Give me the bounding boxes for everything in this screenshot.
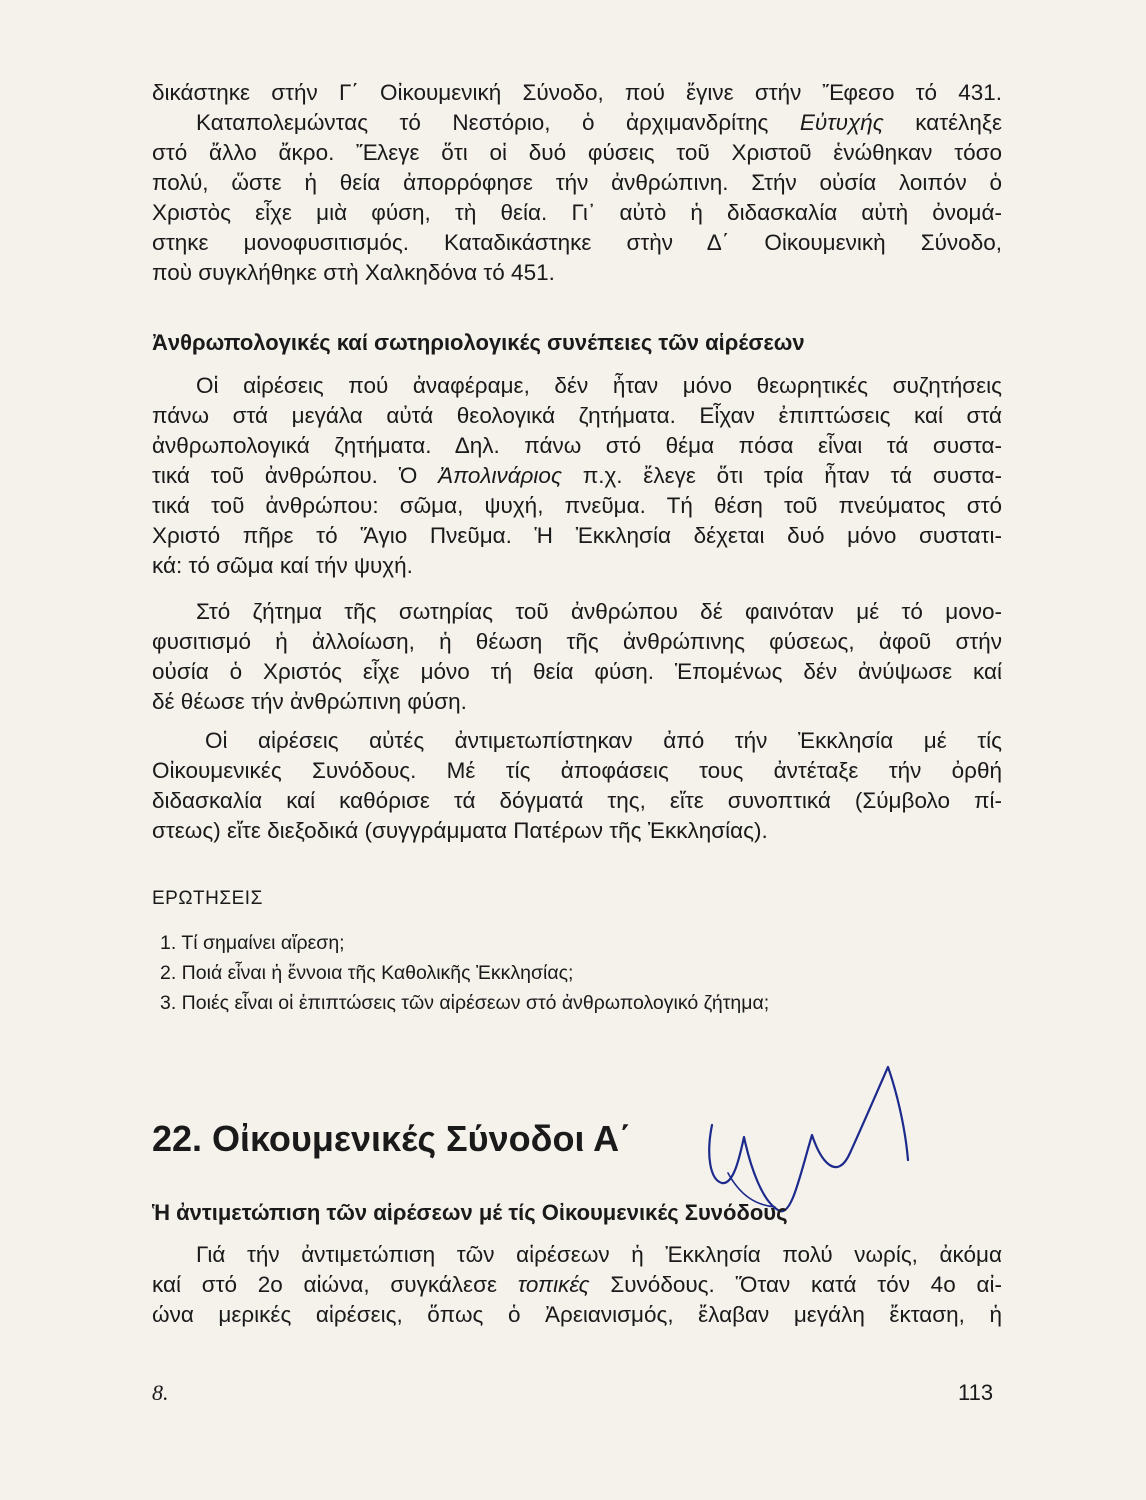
name-apollinarios: Ἀπολινάριος [438, 463, 562, 488]
section-heading-consequences: Ἀνθρωπολογικές καί σωτηριολογικές συνέπειες τῶν αἱρέσεων [152, 330, 805, 355]
para5-line2: καί στό 2ο αἰώνα, συγκάλεσε τοπικές Συνόδους. Ὅταν κατά τόν 4ο αἰ- [152, 1272, 1002, 1297]
para1-line1: δικάστηκε στήν Γ΄ Οἰκουμενική Σύνοδο, πού ἔγινε στήν Ἔφεσο τό 431. [152, 80, 1002, 105]
para1-line6: στηκε μονοφυσιτισμός. Καταδικάστηκε στὴν Δ΄ Οἰκουμενικὴ Σύνοδο, [152, 230, 1002, 255]
name-eutyches: Εὐτυχής [799, 110, 884, 135]
para4-line1: Οἱ αἱρέσεις αὐτές ἀντιμετωπίστηκαν ἀπό τήν Ἐκκλησία μέ τίς [205, 728, 1002, 753]
para2-line5: τικά τοῦ ἀνθρώπου: σῶμα, ψυχή, πνεῦμα. Τή θέση τοῦ πνεύματος στό [152, 493, 1002, 518]
question-1: 1. Τί σημαίνει αἵρεση; [160, 932, 345, 954]
para4-line3: διδασκαλία καί καθόρισε τά δόγματά της, εἴτε συνοπτικά (Σύμβολο πί- [152, 788, 1002, 813]
para1-line7: ποὺ συγκλήθηκε στὴ Χαλκηδόνα τό 451. [152, 260, 555, 285]
page-number: 113 [958, 1380, 994, 1405]
para3-line1: Στό ζήτημα τῆς σωτηρίας τοῦ ἀνθρώπου δέ φαινόταν μέ τό μονο- [196, 599, 1002, 624]
question-3: 3. Ποιές εἶναι οἱ ἐπιπτώσεις τῶν αἱρέσεων στό ἀνθρωπολογικό ζήτημα; [160, 992, 770, 1014]
para2-line6: Χριστό πῆρε τό Ἅγιο Πνεῦμα. Ἡ Ἐκκλησία δέχεται δυό μόνο συστατι- [152, 523, 1002, 548]
section-heading-councils: Ἡ ἀντιμετώπιση τῶν αἱρέσεων μέ τίς Οἰκουμενικές Συνόδους [152, 1200, 788, 1225]
signature-mark: 8. [152, 1380, 169, 1405]
word-topikes: τοπικές [517, 1272, 590, 1297]
chapter-title: 22. Οἰκουμενικές Σύνοδοι Α΄ [152, 1118, 632, 1159]
questions-heading: ΕΡΩΤΗΣΕΙΣ [152, 888, 263, 909]
para2-line1: Οἱ αἱρέσεις πού ἀναφέραμε, δέν ἦταν μόνο θεωρητικές συζητήσεις [196, 373, 1002, 398]
para2-line4: τικά τοῦ ἀνθρώπου. Ὁ Ἀπολινάριος π.χ. ἔλεγε ὅτι τρία ἦταν τά συστα- [152, 463, 1002, 488]
para1-line3: στό ἄλλο ἄκρο. Ἔλεγε ὅτι οἱ δυό φύσεις τοῦ Χριστοῦ ἑνώθηκαν τόσο [152, 140, 1002, 165]
para3-line2: φυσιτισμό ἡ ἀλλοίωση, ἡ θέωση τῆς ἀνθρώπινης φύσεως, ἀφοῦ στήν [152, 629, 1002, 654]
para4-line2: Οἰκουμενικές Συνόδους. Μέ τίς ἀποφάσεις τους ἀντέταξε τήν ὀρθή [152, 758, 1002, 783]
para3-line4: δέ θέωσε τήν ἀνθρώπινη φύση. [152, 689, 467, 714]
para4-line4: στεως) εἴτε διεξοδικά (συγγράμματα Πατέρων τῆς Ἐκκλησίας). [152, 818, 768, 843]
para2-line7: κά: τό σῶμα καί τήν ψυχή. [152, 553, 413, 578]
para5-line3: ώνα μερικές αἱρέσεις, ὅπως ὁ Ἀρειανισμός, ἔλαβαν μεγάλη ἔκταση, ἡ [152, 1302, 1002, 1327]
para1-line5: Χριστὸς εἶχε μιὰ φύση, τὴ θεία. Γι᾽ αὐτὸ ἡ διδασκαλία αὐτὴ ὀνομά- [152, 200, 1002, 225]
para5-line1: Γιά τήν ἀντιμετώπιση τῶν αἱρέσεων ἡ Ἐκκλησία πολύ νωρίς, ἀκόμα [196, 1242, 1002, 1267]
para1-line2: Καταπολεμώντας τό Νεστόριο, ὁ ἀρχιμανδρίτης Εὐτυχής κατέληξε [196, 110, 1002, 135]
para2-line2: πάνω στά μεγάλα αὐτά θεολογικά ζητήματα. Εἶχαν ἐπιπτώσεις καί στά [152, 403, 1002, 428]
para1-line4: πολύ, ὥστε ἡ θεία ἀπορρόφησε τήν ἀνθρώπινη. Στήν οὐσία λοιπόν ὁ [152, 170, 1002, 195]
question-2: 2. Ποιά εἶναι ἡ ἔννοια τῆς Καθολικῆς Ἐκκλησίας; [160, 962, 574, 984]
para2-line3: ἀνθρωπολογικά ζητήματα. Δηλ. πάνω στό θέμα πόσα εἶναι τά συστα- [152, 433, 1002, 458]
para3-line3: οὐσία ὁ Χριστός εἶχε μόνο τή θεία φύση. Ἑπομένως δέν ἀνύψωσε καί [152, 659, 1002, 684]
